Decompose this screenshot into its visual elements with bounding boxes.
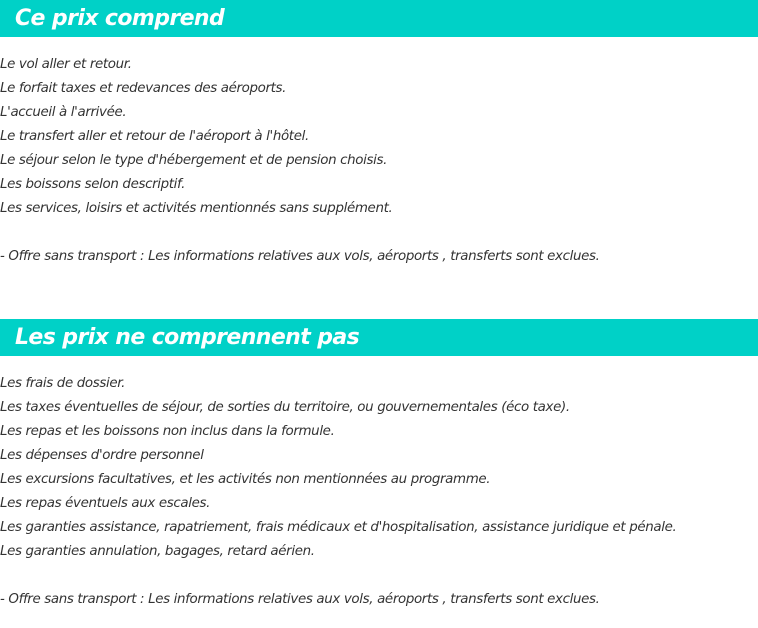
included-item: L'accueil à l'arrivée. — [0, 105, 127, 120]
excluded-note: - Offre sans transport : Les informations relatives aux vols, aéroports , transferts sont exclues. — [0, 592, 600, 607]
excluded-list — [0, 372, 676, 612]
excluded-item: Les frais de dossier. — [0, 376, 126, 391]
included-item: Les boissons selon descriptif. — [0, 177, 186, 192]
excluded-item: Les garanties annulation, bagages, retard aérien. — [0, 544, 315, 559]
included-item: Le vol aller et retour. — [0, 57, 132, 72]
included-section-title: Ce prix comprend — [0, 0, 758, 37]
excluded-item: Les excursions facultatives, et les activités non mentionnées au programme. — [0, 472, 491, 487]
spacer — [0, 564, 676, 588]
included-item: Les services, loisirs et activités mentionnés sans supplément. — [0, 201, 393, 216]
included-item: Le transfert aller et retour de l'aéroport à l'hôtel. — [0, 129, 309, 144]
included-item: Le séjour selon le type d'hébergement et de pension choisis. — [0, 153, 388, 168]
included-note: - Offre sans transport : Les informations relatives aux vols, aéroports , transferts sont exclues. — [0, 249, 600, 264]
excluded-item: Les dépenses d'ordre personnel — [0, 448, 204, 463]
excluded-item: Les repas et les boissons non inclus dans la formule. — [0, 424, 335, 439]
excluded-item: Les taxes éventuelles de séjour, de sorties du territoire, ou gouvernementales (éco taxe). — [0, 400, 570, 415]
included-item: Le forfait taxes et redevances des aéroports. — [0, 81, 287, 96]
excluded-item: Les garanties assistance, rapatriement, frais médicaux et d'hospitalisation, assistance juridique et pénale. — [0, 520, 677, 535]
excluded-section-title: Les prix ne comprennent pas — [0, 319, 758, 356]
excluded-item: Les repas éventuels aux escales. — [0, 496, 211, 511]
included-list — [0, 53, 600, 269]
spacer — [0, 221, 600, 245]
